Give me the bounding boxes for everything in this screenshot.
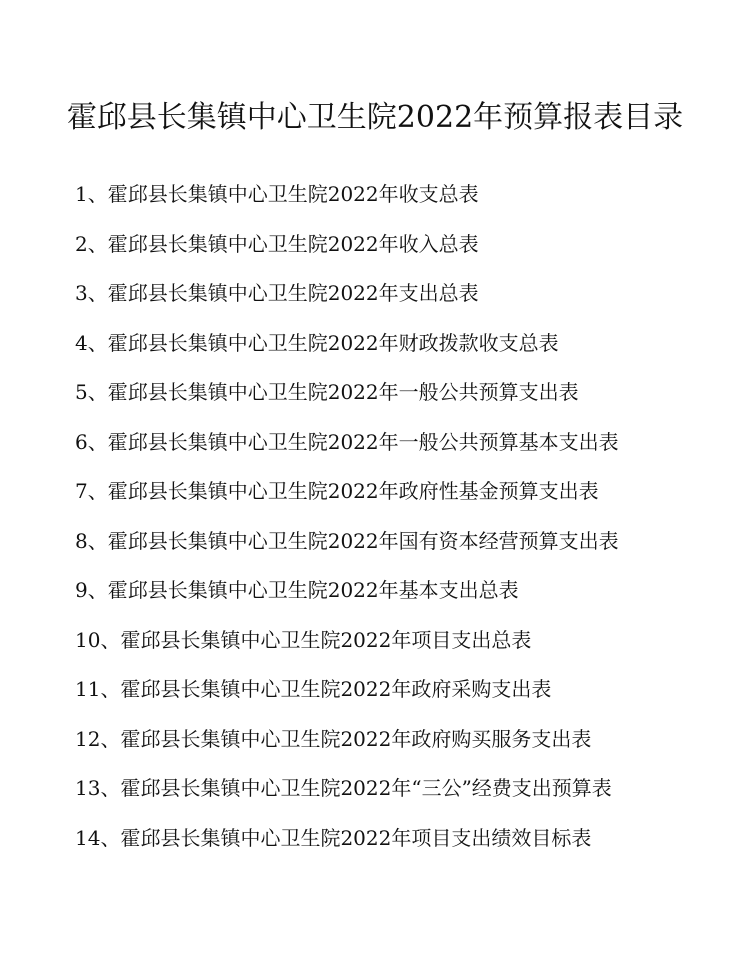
toc-item: 6、霍邱县长集镇中心卫生院2022年一般公共预算基本支出表: [75, 429, 619, 454]
toc-item: 11、霍邱县长集镇中心卫生院2022年政府采购支出表: [75, 677, 552, 701]
toc-item: 1、霍邱县长集镇中心卫生院2022年收支总表: [75, 182, 479, 206]
table-of-contents: [75, 178, 695, 871]
document-title: 霍邱县长集镇中心卫生院2022年预算报表目录: [66, 100, 684, 135]
toc-item: 14、霍邱县长集镇中心卫生院2022年项目支出绩效目标表: [75, 825, 592, 850]
toc-item: 3、霍邱县长集镇中心卫生院2022年支出总表: [75, 281, 479, 305]
toc-item: 8、霍邱县长集镇中心卫生院2022年国有资本经营预算支出表: [75, 528, 619, 553]
toc-item: 4、霍邱县长集镇中心卫生院2022年财政拨款收支总表: [75, 330, 559, 355]
toc-item: 13、霍邱县长集镇中心卫生院2022年“三公”经费支出预算表: [75, 776, 612, 800]
toc-item: 12、霍邱县长集镇中心卫生院2022年政府购买服务支出表: [75, 726, 592, 751]
toc-item: 2、霍邱县长集镇中心卫生院2022年收入总表: [75, 231, 479, 256]
toc-item: 10、霍邱县长集镇中心卫生院2022年项目支出总表: [75, 627, 532, 652]
toc-item: 7、霍邱县长集镇中心卫生院2022年政府性基金预算支出表: [75, 479, 599, 503]
toc-item: 5、霍邱县长集镇中心卫生院2022年一般公共预算支出表: [75, 380, 579, 404]
toc-item: 9、霍邱县长集镇中心卫生院2022年基本支出总表: [75, 578, 519, 602]
